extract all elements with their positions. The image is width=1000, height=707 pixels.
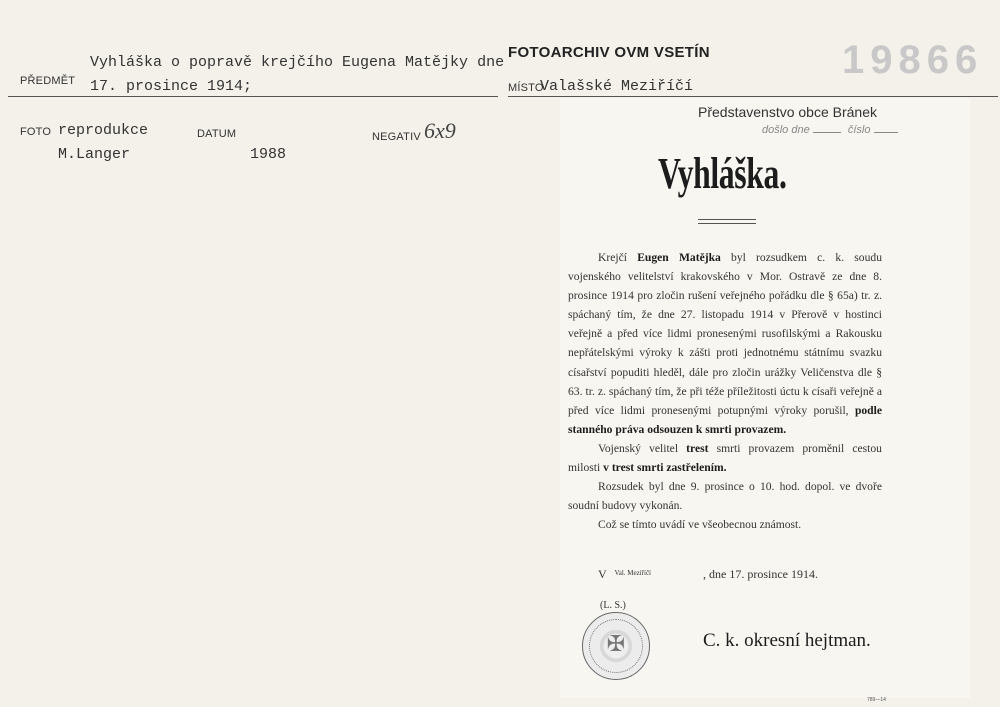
archive-title: FOTOARCHIV OVM VSETÍN — [508, 44, 710, 61]
body-paragraph-3: Rozsudek byl dne 9. prosince o 10. hod. dopol. ve dvoře soudní budovy vykonán. — [568, 480, 882, 513]
sign-date: , dne 17. prosince 1914. — [703, 567, 818, 581]
notice-heading: Vyhláška. — [658, 149, 787, 198]
convict-name: Eugen Matějka — [637, 251, 721, 264]
date-label: DATUM — [197, 128, 237, 140]
signing-line — [598, 567, 818, 582]
signature: C. k. okresní hejtman. — [703, 630, 871, 651]
body-paragraph-4: Což se tímto uvádí ve všeobecnou známost. — [598, 518, 802, 532]
sign-place: Val. Meziříčí — [614, 569, 651, 577]
photo-line-1: reprodukce — [58, 122, 149, 139]
p2-text-b: smrti provazem proměnil cestou milosti — [568, 441, 882, 475]
subject-label: PŘEDMĚT — [20, 75, 76, 87]
footer-code: 789—14 — [867, 697, 886, 703]
p2-bold-1: trest — [686, 441, 709, 455]
place-label: MÍSTO — [508, 82, 544, 94]
p1-text-a: Krejčí — [598, 251, 638, 264]
commuted-sentence: v trest smrti zastřelením. — [603, 461, 727, 475]
photo-line-2: M.Langer — [58, 146, 131, 163]
sentence-text: podle stanného práva odsouzen k smrti provazem. — [568, 403, 882, 436]
place-value: Valašské Meziříčí — [540, 78, 694, 95]
stamp-number-label: číslo — [847, 124, 871, 136]
p2-text-a: Vojenský velitel — [598, 441, 687, 455]
stamp-line-1: Představenstvo obce Bránek — [698, 104, 877, 120]
negative-label: NEGATIV — [372, 131, 421, 143]
subject-line-2: 17. prosince 1914; — [90, 78, 253, 95]
stamp-received-label: došlo dne — [762, 124, 810, 136]
negative-value: 6x9 — [424, 118, 456, 143]
notice-body — [568, 248, 882, 534]
ls-mark: (L. S.) — [600, 600, 626, 611]
body-paragraph-1 — [568, 248, 882, 439]
double-headed-eagle-icon: ✠ — [606, 632, 626, 657]
subject-line-1: Vyhláška o popravě krejčího Eugena Matějky dne — [90, 54, 505, 71]
archive-number: 19866 — [842, 38, 984, 82]
photo-label: FOTO — [20, 126, 52, 138]
heading-ornament — [698, 219, 756, 224]
stamp-line-2 — [762, 124, 898, 136]
date-value: 1988 — [250, 146, 287, 163]
subject-rule — [8, 96, 498, 97]
body-paragraph-2 — [568, 439, 882, 477]
p1-text-b: byl rozsudkem c. k. soudu vojenského velitelství krakovského v Mor. Ostravě ze dne 8. prosince 1914 pro zločin rušení veřejného pořádku dle § 65a) tr. z. spáchaný tím, že dne 27. listopadu 1914 v Přerově v hostinci veřejně a před více lidmi pronesenými rusofilskými a Rakousku nepřátelskými výroky k zášti proti jednotnému státnímu svazku císařství popuditi hleděl, dále pro zločin urážky Veličenstva dle § 63. tr. z. spáchaný tím, že při téže příležitosti úctu k císaři veřejně a před více lidmi pronesenými potupnými výroky porušil, — [568, 251, 882, 417]
place-rule — [508, 96, 998, 97]
sign-v: V — [598, 567, 607, 581]
